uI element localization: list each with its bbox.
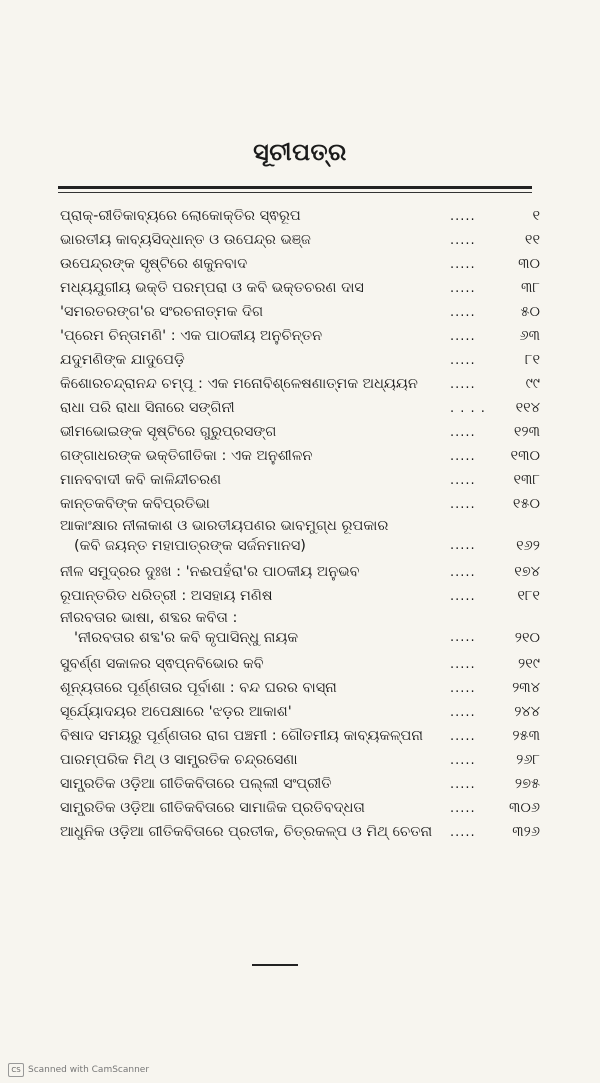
toc-entry-title [60,398,450,418]
toc-entry [60,204,540,228]
toc-leader-dots: ..... [450,538,476,553]
toc-leader-dots: ..... [450,824,476,840]
table-of-contents [60,204,540,844]
scanner-watermark [8,1063,149,1077]
toc-entry [60,372,540,396]
toc-leader-dots: ..... [450,208,476,224]
toc-page-number: ୨୧୯ [518,656,540,672]
toc-leader-dots: ..... [450,656,476,672]
toc-leader-dots: ..... [450,448,476,464]
toc-entry-title-line: ଆଧୁନିକ ଓଡ଼ିଆ ଗୀତିକବିତାରେ ପ୍ରତୀକ, ଚିତ୍ରକଳ୍ପ ଓ ମିଥ୍ ଚେତନା [60,824,433,840]
toc-entry-title-line: ସୁବର୍ଣ୍ଣ ସକାଳର ସ୍ଵପ୍ନବିଭୋର କବି [60,656,264,672]
toc-entry [60,228,540,252]
toc-entry-title [60,562,450,582]
toc-entry-title [60,326,450,346]
toc-page-number: ୧୨୩ [513,424,540,440]
toc-entry-title [60,822,450,842]
watermark-text: Scanned with CamScanner [28,1065,150,1075]
toc-leader-dots: ..... [450,328,476,344]
toc-entry-title [60,446,450,466]
toc-entry-title [60,422,450,442]
toc-page-number: ୯୯ [525,376,540,392]
toc-entry-title [60,374,450,394]
toc-entry [60,724,540,748]
toc-entry-title-line: ପ୍ରାକ୍-ରୀତିକାବ୍ୟରେ ଲୋକୋକ୍ତିର ସ୍ଵରୂପ [60,208,301,224]
toc-entry [60,560,540,584]
toc-leader-dots: ..... [450,280,476,296]
toc-entry [60,252,540,276]
toc-page-number: ୨୩୪ [512,680,540,696]
toc-entry [60,748,540,772]
toc-entry-title-line: ଭାରତୀୟ କାବ୍ୟସିଦ୍ଧାନ୍ତ ଓ ଉପେନ୍ଦ୍ର ଭଞ୍ଜ [60,232,311,248]
toc-entry [60,700,540,724]
toc-entry-title-line: ନୀରବତାର ଭାଷା, ଶବ୍ଦର କବିତା : [60,610,238,626]
title-rule-thin [58,192,532,193]
toc-entry [60,468,540,492]
toc-entry-title-line: ପାରମ୍ପରିକ ମିଥ୍ ଓ ସାମ୍ପ୍ରତିକ ଚନ୍ଦ୍ରସେଣା [60,752,298,768]
toc-leader-dots: ..... [450,352,476,368]
toc-entry-title-line: କାନ୍ତକବିଙ୍କ କବିପ୍ରତିଭା [60,496,210,512]
toc-entry-title [60,350,450,370]
toc-entry-title-continuation: 'ନୀରବତାର ଶବ୍ଦ'ର କବି କୃପାସିନ୍ଧୁ ନାୟକ [74,630,299,646]
toc-entry-title-line: ଉପେନ୍ଦ୍ରଙ୍କ ସୃଷ୍ଟିରେ ଶକୁନବାଦ [60,256,248,272]
toc-page-number: ୧୬୨ [516,538,540,554]
toc-page-number: ୧୧୪ [515,400,540,416]
toc-entry-title-line: ସାମ୍ପ୍ରତିକ ଓଡ଼ିଆ ଗୀତିକବିତାରେ ପଲ୍ଲୀ ସଂପ୍ରୀତି [60,776,332,792]
toc-entry-title-line: ଯଦୁମଣିଙ୍କ ଯାଦୁପେଡ଼ି [60,352,185,368]
toc-entry-title-line: ରାଧା ପରି ରାଧା ସିନାରେ ସଙ୍ଗିନୀ [60,400,235,416]
end-rule [252,964,298,966]
toc-entry [60,444,540,468]
toc-page-number: ୩୦ [518,256,540,272]
toc-entry-title-line: ରୂପାନ୍ତରିତ ଧରିତ୍ରୀ : ଅସହାୟ ମଣିଷ [60,588,273,604]
toc-entry-title-line: ନୀଳ ସମୁଦ୍ରର ଦୁଃଖ : 'ନଈପହଁରା'ର ପାଠକୀୟ ଅନୁଭବ [60,564,360,580]
toc-entry [60,348,540,372]
toc-entry-title [60,470,450,490]
toc-entry-title [60,726,450,746]
toc-page-number: ୬୩ [519,328,540,344]
toc-page-number: ୧୧ [524,232,540,248]
toc-entry-title [60,798,450,818]
toc-entry-title-line: ବିଷାଦ ସମୟରୁ ପୂର୍ଣ୍ଣତାର ରାଗ ପଞ୍ଚମୀ : ଗୌତମୀୟ କାବ୍ୟକଳ୍ପନା [60,728,424,744]
toc-page-number: ୨୭୫ [514,776,540,792]
toc-entry [60,324,540,348]
toc-entry-title-line: 'ପ୍ରେମ ଚିନ୍ତାମଣି' : ଏକ ପାଠକୀୟ ଅନୁଚିନ୍ତନ [60,328,323,344]
toc-entry-title-line: କିଶୋରଚନ୍ଦ୍ରାନନ୍ଦ ଚମ୍ପୂ : ଏକ ମନୋବିଶ୍ଳେଷଣାତ୍ମକ ଅଧ୍ୟୟନ [60,376,418,392]
toc-page-number: ୫୦ [520,304,540,320]
toc-entry-title [60,654,450,674]
toc-entry-title-line: ମାନବବାଦୀ କବି କାଳିନ୍ଦୀଚରଣ [60,472,222,488]
toc-entry-title [60,702,450,722]
toc-page-number: ୧୮୧ [517,588,540,604]
toc-page-number: ୨୪୪ [514,704,540,720]
toc-leader-dots: ..... [450,752,476,768]
toc-entry [60,676,540,700]
toc-page-number: ୩୦୬ [508,800,540,816]
toc-entry-title-line: ସାମ୍ପ୍ରତିକ ଓଡ଼ିଆ ଗୀତିକବିତାରେ ସାମାଜିକ ପ୍ରତିବଦ୍ଧତା [60,800,365,816]
toc-entry-title [60,774,450,794]
toc-entry-title-line: ମଧ୍ୟଯୁଗୀୟ ଭକ୍ତି ପରମ୍ପରା ଓ କବି ଭକ୍ତଚରଣ ଦାସ [60,280,364,296]
toc-entry [60,584,540,608]
title-rule-thick [58,186,532,189]
toc-leader-dots: ..... [450,496,476,512]
toc-entry-title [60,278,450,298]
toc-leader-dots: ..... [450,680,476,696]
toc-entry-title [60,608,450,648]
toc-entry [60,300,540,324]
toc-entry [60,420,540,444]
toc-leader-dots: ..... [450,728,476,744]
toc-entry-title [60,516,450,556]
toc-page-number: ୨୫୩ [512,728,540,744]
toc-entry-title [60,750,450,770]
toc-entry [60,276,540,300]
toc-entry-title [60,494,450,514]
toc-entry [60,772,540,796]
toc-entry-title-line: ଗଙ୍ଗାଧରଙ୍କ ଭକ୍ତିଗୀତିକା : ଏକ ଅନୁଶୀଳନ [60,448,313,464]
toc-entry-title [60,206,450,226]
toc-entry [60,652,540,676]
toc-entry [60,492,540,516]
toc-page-number: ୧ [532,208,540,224]
toc-leader-dots: ..... [450,630,476,645]
toc-entry-title-continuation: (କବି ଜୟନ୍ତ ମହାପାତ୍ରଙ୍କ ସର୍ଜନମାନସ) [74,538,306,554]
toc-leader-dots: ..... [450,564,476,580]
toc-entry-title-line: ସୂର୍ଯ୍ୟୋଦୟର ଅପେକ୍ଷାରେ 'ଝଡ଼ର ଆକାଶ' [60,704,292,720]
toc-entry [60,516,540,560]
toc-entry-title-line: 'ସମରତରଙ୍ଗ'ର ସଂରଚନାତ୍ମକ ଦିଗ [60,304,264,320]
toc-page-number: ୧୫୦ [512,496,540,512]
toc-entry-title [60,230,450,250]
toc-page-number: ୩୨୬ [512,824,540,840]
toc-entry [60,796,540,820]
toc-entry-title [60,586,450,606]
toc-leader-dots: ..... [450,588,476,604]
toc-leader-dots: ..... [450,256,476,272]
toc-entry-title-line: ଭୀମଭୋଇଙ୍କ ସୃଷ୍ଟିରେ ଗୁରୁପ୍ରସଙ୍ଗ [60,424,277,440]
toc-page-number: ୨୬୮ [516,752,540,768]
toc-leader-dots: ..... [450,776,476,792]
toc-leader-dots: ..... [450,704,476,720]
toc-leader-dots: ..... [450,376,476,392]
toc-entry [60,608,540,652]
page-title: ସୂଚୀପତ୍ର [253,138,347,166]
toc-leader-dots: ..... [450,424,476,440]
toc-page-number: ୨୧୦ [514,630,540,646]
toc-page-number: ୧୩୦ [510,448,540,464]
toc-entry [60,396,540,420]
toc-entry-title [60,254,450,274]
toc-leader-dots: ..... [450,232,476,248]
toc-entry-title [60,678,450,698]
toc-entry [60,820,540,844]
camscanner-icon: CS [8,1063,24,1077]
toc-page-number: ୧୩୮ [513,472,540,488]
toc-entry-title-line: ଆକାଂକ୍ଷାର ନୀଳାକାଶ ଓ ଭାରତୀୟପଣର ଭାବମୁଗ୍ଧ ରୂପକାର [60,518,389,534]
toc-leader-dots: ..... [450,304,476,320]
toc-leader-dots: . . . . [450,400,486,416]
toc-entry-title-line: ଶୂନ୍ୟତାରେ ପୂର୍ଣ୍ଣତାର ପୂର୍ବାଶା : ବନ୍ଦ ଘରର ବାସ୍ନା [60,680,337,696]
toc-leader-dots: ..... [450,800,476,816]
toc-page-number: ୧୭୪ [514,564,540,580]
toc-entry-title [60,302,450,322]
toc-page-number: ୮୧ [524,352,540,368]
toc-leader-dots: ..... [450,472,476,488]
toc-page-number: ୩୮ [521,280,540,296]
